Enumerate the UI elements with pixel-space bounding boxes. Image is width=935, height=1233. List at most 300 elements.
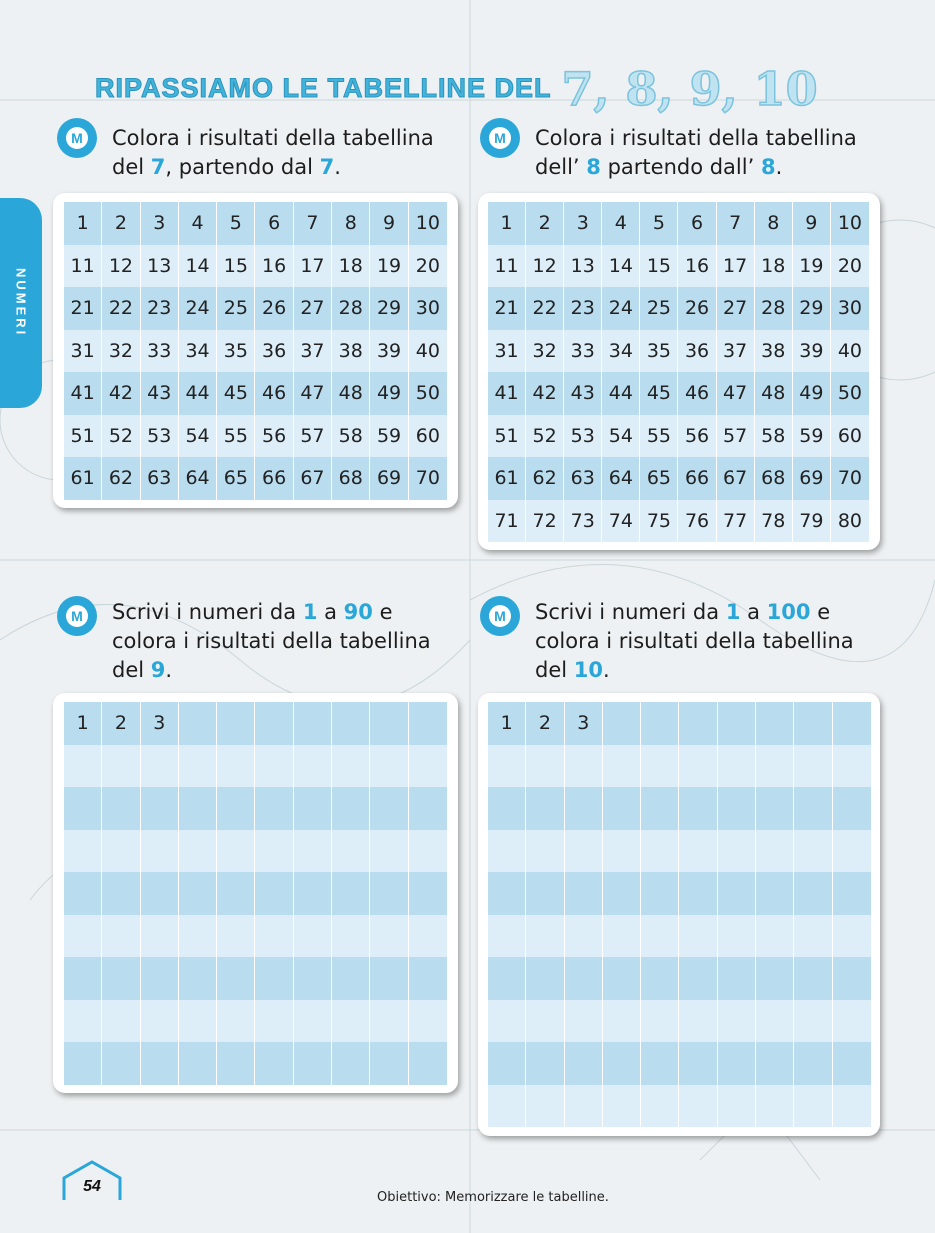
grid-cell[interactable]: 68 bbox=[332, 457, 370, 500]
grid-cell[interactable]: 39 bbox=[793, 330, 831, 373]
grid-cell[interactable] bbox=[294, 787, 332, 830]
grid-cell[interactable] bbox=[370, 787, 408, 830]
grid-cell[interactable]: 23 bbox=[141, 287, 179, 330]
grid-cell[interactable]: 37 bbox=[294, 330, 332, 373]
grid-cell[interactable]: 75 bbox=[640, 500, 678, 543]
grid-cell[interactable] bbox=[141, 915, 179, 958]
grid-cell[interactable] bbox=[718, 702, 756, 745]
grid-cell[interactable] bbox=[679, 787, 717, 830]
grid-cell[interactable] bbox=[794, 745, 832, 788]
grid-cell[interactable] bbox=[756, 702, 794, 745]
grid-cell[interactable] bbox=[141, 1042, 179, 1085]
grid-cell[interactable]: 12 bbox=[102, 245, 140, 288]
grid-cell[interactable]: 36 bbox=[255, 330, 293, 373]
grid-cell[interactable] bbox=[526, 830, 564, 873]
grid-cell[interactable]: 68 bbox=[755, 457, 793, 500]
grid-cell[interactable]: 39 bbox=[370, 330, 408, 373]
grid-cell[interactable]: 21 bbox=[64, 287, 102, 330]
grid-cell[interactable]: 10 bbox=[831, 202, 869, 245]
grid-cell[interactable] bbox=[641, 957, 679, 1000]
grid-cell[interactable] bbox=[102, 872, 140, 915]
grid-cell[interactable]: 24 bbox=[179, 287, 217, 330]
grid-cell[interactable]: 42 bbox=[526, 372, 564, 415]
grid-cell[interactable] bbox=[565, 787, 603, 830]
grid-cell[interactable]: 45 bbox=[640, 372, 678, 415]
grid-cell[interactable] bbox=[102, 787, 140, 830]
grid-cell[interactable] bbox=[179, 1000, 217, 1043]
grid-cell[interactable]: 23 bbox=[564, 287, 602, 330]
grid-cell[interactable] bbox=[332, 1000, 370, 1043]
grid-cell[interactable] bbox=[255, 1042, 293, 1085]
grid-cell[interactable] bbox=[294, 1042, 332, 1085]
grid-cell[interactable]: 29 bbox=[793, 287, 831, 330]
grid-cell[interactable] bbox=[565, 915, 603, 958]
grid-cell[interactable] bbox=[217, 830, 255, 873]
grid-cell[interactable] bbox=[679, 872, 717, 915]
grid-cell[interactable]: 51 bbox=[64, 415, 102, 458]
grid-cell[interactable]: 67 bbox=[294, 457, 332, 500]
grid-cell[interactable]: 1 bbox=[488, 202, 526, 245]
grid-cell[interactable] bbox=[718, 872, 756, 915]
grid-cell[interactable]: 32 bbox=[102, 330, 140, 373]
grid-cell[interactable] bbox=[603, 957, 641, 1000]
grid-cell[interactable]: 1 bbox=[64, 702, 102, 745]
grid-cell[interactable] bbox=[794, 872, 832, 915]
grid-cell[interactable] bbox=[255, 1000, 293, 1043]
grid-cell[interactable] bbox=[141, 830, 179, 873]
grid-cell[interactable] bbox=[833, 915, 871, 958]
grid-cell[interactable]: 64 bbox=[602, 457, 640, 500]
grid-cell[interactable] bbox=[409, 915, 447, 958]
grid-cell[interactable]: 17 bbox=[294, 245, 332, 288]
grid-cell[interactable]: 2 bbox=[526, 702, 564, 745]
grid-cell[interactable] bbox=[294, 915, 332, 958]
grid-cell[interactable]: 18 bbox=[755, 245, 793, 288]
grid-cell[interactable] bbox=[370, 915, 408, 958]
grid-cell[interactable] bbox=[794, 1042, 832, 1085]
grid-cell[interactable] bbox=[409, 787, 447, 830]
grid-cell[interactable] bbox=[255, 702, 293, 745]
grid-cell[interactable]: 66 bbox=[678, 457, 716, 500]
grid-cell[interactable]: 19 bbox=[793, 245, 831, 288]
grid-cell[interactable]: 3 bbox=[565, 702, 603, 745]
grid-cell[interactable]: 28 bbox=[755, 287, 793, 330]
grid-cell[interactable]: 17 bbox=[717, 245, 755, 288]
grid-cell[interactable]: 73 bbox=[564, 500, 602, 543]
grid-cell[interactable]: 9 bbox=[793, 202, 831, 245]
grid-cell[interactable]: 10 bbox=[409, 202, 447, 245]
grid-cell[interactable]: 71 bbox=[488, 500, 526, 543]
grid-cell[interactable] bbox=[409, 830, 447, 873]
grid-cell[interactable] bbox=[255, 830, 293, 873]
grid-cell[interactable] bbox=[565, 745, 603, 788]
grid-cell[interactable] bbox=[718, 1085, 756, 1128]
grid-cell[interactable] bbox=[370, 872, 408, 915]
grid-cell[interactable] bbox=[833, 787, 871, 830]
grid-cell[interactable] bbox=[526, 1085, 564, 1128]
grid-cell[interactable] bbox=[794, 830, 832, 873]
grid-cell[interactable]: 54 bbox=[179, 415, 217, 458]
grid-cell[interactable] bbox=[294, 702, 332, 745]
grid-cell[interactable] bbox=[141, 872, 179, 915]
grid-cell[interactable] bbox=[141, 787, 179, 830]
grid-cell[interactable] bbox=[794, 1085, 832, 1128]
grid-cell[interactable]: 77 bbox=[717, 500, 755, 543]
grid-cell[interactable] bbox=[141, 745, 179, 788]
grid-cell[interactable] bbox=[526, 915, 564, 958]
grid-cell[interactable]: 3 bbox=[141, 202, 179, 245]
grid-cell[interactable]: 47 bbox=[717, 372, 755, 415]
grid-cell[interactable] bbox=[641, 702, 679, 745]
grid-cell[interactable] bbox=[332, 830, 370, 873]
grid-cell[interactable] bbox=[565, 872, 603, 915]
grid-cell[interactable] bbox=[565, 1085, 603, 1128]
grid-cell[interactable] bbox=[294, 872, 332, 915]
grid-cell[interactable]: 1 bbox=[488, 702, 526, 745]
grid-cell[interactable]: 16 bbox=[255, 245, 293, 288]
grid-cell[interactable]: 67 bbox=[717, 457, 755, 500]
grid-cell[interactable] bbox=[409, 957, 447, 1000]
grid-cell[interactable]: 49 bbox=[370, 372, 408, 415]
grid-cell[interactable]: 14 bbox=[602, 245, 640, 288]
grid-cell[interactable] bbox=[526, 872, 564, 915]
grid-cell[interactable] bbox=[102, 1042, 140, 1085]
grid-cell[interactable] bbox=[179, 872, 217, 915]
grid-cell[interactable]: 38 bbox=[332, 330, 370, 373]
grid-cell[interactable] bbox=[641, 830, 679, 873]
grid-cell[interactable] bbox=[64, 1000, 102, 1043]
grid-cell[interactable] bbox=[255, 957, 293, 1000]
grid-cell[interactable] bbox=[718, 745, 756, 788]
grid-cell[interactable] bbox=[217, 1000, 255, 1043]
grid-cell[interactable]: 63 bbox=[141, 457, 179, 500]
grid-cell[interactable]: 46 bbox=[678, 372, 716, 415]
grid-cell[interactable]: 33 bbox=[564, 330, 602, 373]
grid-cell[interactable]: 25 bbox=[217, 287, 255, 330]
grid-cell[interactable] bbox=[255, 787, 293, 830]
grid-cell[interactable] bbox=[488, 1042, 526, 1085]
grid-cell[interactable] bbox=[488, 1000, 526, 1043]
grid-cell[interactable]: 54 bbox=[602, 415, 640, 458]
grid-cell[interactable]: 40 bbox=[409, 330, 447, 373]
grid-cell[interactable] bbox=[833, 1042, 871, 1085]
grid-cell[interactable]: 13 bbox=[564, 245, 602, 288]
grid-cell[interactable] bbox=[294, 1000, 332, 1043]
grid-cell[interactable]: 55 bbox=[217, 415, 255, 458]
grid-cell[interactable] bbox=[794, 915, 832, 958]
grid-cell[interactable]: 40 bbox=[831, 330, 869, 373]
grid-cell[interactable] bbox=[332, 702, 370, 745]
grid-cell[interactable]: 65 bbox=[217, 457, 255, 500]
grid-cell[interactable] bbox=[217, 872, 255, 915]
grid-cell[interactable] bbox=[641, 1042, 679, 1085]
grid-cell[interactable] bbox=[679, 957, 717, 1000]
grid-cell[interactable] bbox=[794, 787, 832, 830]
grid-cell[interactable] bbox=[603, 1000, 641, 1043]
grid-cell[interactable] bbox=[641, 1000, 679, 1043]
grid-cell[interactable]: 52 bbox=[526, 415, 564, 458]
grid-cell[interactable]: 80 bbox=[831, 500, 869, 543]
grid-cell[interactable]: 66 bbox=[255, 457, 293, 500]
grid-cell[interactable]: 26 bbox=[255, 287, 293, 330]
grid-cell[interactable]: 11 bbox=[488, 245, 526, 288]
grid-cell[interactable] bbox=[179, 915, 217, 958]
grid-cell[interactable] bbox=[718, 787, 756, 830]
grid-cell[interactable]: 59 bbox=[370, 415, 408, 458]
grid-cell[interactable] bbox=[488, 957, 526, 1000]
grid-cell[interactable]: 21 bbox=[488, 287, 526, 330]
grid-cell[interactable] bbox=[370, 830, 408, 873]
grid-cell[interactable]: 72 bbox=[526, 500, 564, 543]
grid-cell[interactable] bbox=[641, 915, 679, 958]
grid-cell[interactable] bbox=[370, 957, 408, 1000]
grid-cell[interactable] bbox=[526, 957, 564, 1000]
grid-cell[interactable]: 69 bbox=[793, 457, 831, 500]
grid-cell[interactable] bbox=[756, 915, 794, 958]
grid-cell[interactable] bbox=[64, 1042, 102, 1085]
grid-cell[interactable] bbox=[603, 872, 641, 915]
grid-cell[interactable]: 22 bbox=[102, 287, 140, 330]
grid-cell[interactable]: 4 bbox=[602, 202, 640, 245]
grid-cell[interactable] bbox=[526, 745, 564, 788]
grid-cell[interactable] bbox=[565, 957, 603, 1000]
grid-cell[interactable]: 62 bbox=[102, 457, 140, 500]
grid-cell[interactable]: 43 bbox=[564, 372, 602, 415]
grid-cell[interactable] bbox=[294, 745, 332, 788]
grid-cell[interactable]: 13 bbox=[141, 245, 179, 288]
grid-cell[interactable]: 44 bbox=[602, 372, 640, 415]
grid-cell[interactable]: 7 bbox=[717, 202, 755, 245]
grid-cell[interactable] bbox=[102, 1000, 140, 1043]
grid-cell[interactable]: 48 bbox=[332, 372, 370, 415]
grid-cell[interactable] bbox=[641, 787, 679, 830]
grid-cell[interactable]: 69 bbox=[370, 457, 408, 500]
grid-cell[interactable] bbox=[179, 745, 217, 788]
grid-cell[interactable] bbox=[679, 1085, 717, 1128]
grid-cell[interactable]: 55 bbox=[640, 415, 678, 458]
grid-cell[interactable]: 62 bbox=[526, 457, 564, 500]
grid-cell[interactable]: 26 bbox=[678, 287, 716, 330]
grid-cell[interactable]: 2 bbox=[102, 202, 140, 245]
grid-cell[interactable] bbox=[488, 787, 526, 830]
grid-cell[interactable]: 51 bbox=[488, 415, 526, 458]
grid-cell[interactable]: 64 bbox=[179, 457, 217, 500]
grid-cell[interactable] bbox=[217, 915, 255, 958]
grid-cell[interactable] bbox=[526, 1000, 564, 1043]
grid-cell[interactable]: 78 bbox=[755, 500, 793, 543]
grid-cell[interactable] bbox=[179, 787, 217, 830]
grid-cell[interactable]: 58 bbox=[332, 415, 370, 458]
grid-cell[interactable]: 50 bbox=[409, 372, 447, 415]
grid-cell[interactable] bbox=[679, 1042, 717, 1085]
grid-cell[interactable] bbox=[794, 702, 832, 745]
grid-cell[interactable]: 31 bbox=[488, 330, 526, 373]
grid-cell[interactable]: 5 bbox=[640, 202, 678, 245]
grid-cell[interactable]: 30 bbox=[831, 287, 869, 330]
grid-cell[interactable]: 2 bbox=[102, 702, 140, 745]
grid-cell[interactable]: 31 bbox=[64, 330, 102, 373]
grid-cell[interactable]: 15 bbox=[217, 245, 255, 288]
grid-cell[interactable]: 20 bbox=[409, 245, 447, 288]
grid-cell[interactable]: 28 bbox=[332, 287, 370, 330]
grid-cell[interactable]: 76 bbox=[678, 500, 716, 543]
grid-cell[interactable]: 38 bbox=[755, 330, 793, 373]
grid-cell[interactable]: 32 bbox=[526, 330, 564, 373]
grid-cell[interactable] bbox=[833, 1085, 871, 1128]
grid-cell[interactable]: 70 bbox=[831, 457, 869, 500]
grid-cell[interactable] bbox=[102, 830, 140, 873]
grid-cell[interactable]: 37 bbox=[717, 330, 755, 373]
grid-cell[interactable]: 57 bbox=[294, 415, 332, 458]
grid-cell[interactable] bbox=[332, 957, 370, 1000]
grid-cell[interactable] bbox=[255, 745, 293, 788]
grid-cell[interactable]: 8 bbox=[755, 202, 793, 245]
grid-cell[interactable]: 33 bbox=[141, 330, 179, 373]
grid-cell[interactable] bbox=[332, 787, 370, 830]
grid-cell[interactable] bbox=[679, 830, 717, 873]
grid-cell[interactable]: 63 bbox=[564, 457, 602, 500]
grid-cell[interactable] bbox=[641, 872, 679, 915]
grid-cell[interactable] bbox=[756, 1085, 794, 1128]
grid-cell[interactable]: 47 bbox=[294, 372, 332, 415]
grid-cell[interactable] bbox=[833, 957, 871, 1000]
grid-cell[interactable]: 52 bbox=[102, 415, 140, 458]
grid-cell[interactable] bbox=[217, 1042, 255, 1085]
grid-cell[interactable]: 34 bbox=[179, 330, 217, 373]
grid-cell[interactable] bbox=[833, 872, 871, 915]
grid-cell[interactable] bbox=[565, 1042, 603, 1085]
grid-cell[interactable] bbox=[679, 1000, 717, 1043]
grid-cell[interactable] bbox=[370, 702, 408, 745]
grid-cell[interactable]: 3 bbox=[564, 202, 602, 245]
grid-cell[interactable] bbox=[217, 787, 255, 830]
grid-cell[interactable] bbox=[641, 745, 679, 788]
grid-cell[interactable]: 41 bbox=[64, 372, 102, 415]
grid-cell[interactable]: 14 bbox=[179, 245, 217, 288]
grid-cell[interactable] bbox=[603, 915, 641, 958]
grid-cell[interactable] bbox=[603, 745, 641, 788]
grid-cell[interactable]: 4 bbox=[179, 202, 217, 245]
grid-cell[interactable]: 50 bbox=[831, 372, 869, 415]
grid-cell[interactable]: 59 bbox=[793, 415, 831, 458]
grid-cell[interactable]: 49 bbox=[793, 372, 831, 415]
grid-cell[interactable]: 29 bbox=[370, 287, 408, 330]
grid-cell[interactable] bbox=[488, 745, 526, 788]
grid-cell[interactable] bbox=[217, 957, 255, 1000]
grid-cell[interactable]: 46 bbox=[255, 372, 293, 415]
grid-cell[interactable] bbox=[332, 872, 370, 915]
grid-cell[interactable] bbox=[294, 957, 332, 1000]
grid-cell[interactable]: 6 bbox=[678, 202, 716, 245]
grid-cell[interactable]: 36 bbox=[678, 330, 716, 373]
grid-cell[interactable]: 19 bbox=[370, 245, 408, 288]
grid-cell[interactable] bbox=[603, 787, 641, 830]
grid-cell[interactable]: 25 bbox=[640, 287, 678, 330]
grid-cell[interactable] bbox=[409, 1000, 447, 1043]
grid-cell[interactable] bbox=[603, 1085, 641, 1128]
grid-cell[interactable]: 12 bbox=[526, 245, 564, 288]
grid-cell[interactable] bbox=[756, 830, 794, 873]
grid-cell[interactable]: 58 bbox=[755, 415, 793, 458]
grid-cell[interactable] bbox=[179, 1042, 217, 1085]
grid-cell[interactable] bbox=[833, 702, 871, 745]
grid-cell[interactable] bbox=[526, 787, 564, 830]
grid-cell[interactable] bbox=[833, 1000, 871, 1043]
grid-cell[interactable]: 43 bbox=[141, 372, 179, 415]
grid-cell[interactable] bbox=[488, 830, 526, 873]
grid-cell[interactable] bbox=[833, 745, 871, 788]
grid-cell[interactable] bbox=[488, 872, 526, 915]
grid-cell[interactable]: 16 bbox=[678, 245, 716, 288]
grid-cell[interactable] bbox=[679, 915, 717, 958]
grid-cell[interactable] bbox=[179, 957, 217, 1000]
grid-cell[interactable] bbox=[141, 957, 179, 1000]
grid-cell[interactable]: 30 bbox=[409, 287, 447, 330]
grid-cell[interactable] bbox=[603, 702, 641, 745]
grid-cell[interactable] bbox=[756, 1000, 794, 1043]
grid-cell[interactable] bbox=[332, 915, 370, 958]
grid-cell[interactable] bbox=[565, 830, 603, 873]
grid-cell[interactable]: 42 bbox=[102, 372, 140, 415]
grid-cell[interactable] bbox=[255, 872, 293, 915]
grid-cell[interactable]: 53 bbox=[141, 415, 179, 458]
grid-cell[interactable] bbox=[102, 957, 140, 1000]
grid-cell[interactable]: 56 bbox=[678, 415, 716, 458]
grid-cell[interactable] bbox=[488, 915, 526, 958]
grid-cell[interactable] bbox=[64, 872, 102, 915]
grid-cell[interactable] bbox=[255, 915, 293, 958]
grid-cell[interactable]: 7 bbox=[294, 202, 332, 245]
grid-cell[interactable] bbox=[332, 1042, 370, 1085]
grid-cell[interactable]: 48 bbox=[755, 372, 793, 415]
grid-cell[interactable]: 53 bbox=[564, 415, 602, 458]
grid-cell[interactable]: 18 bbox=[332, 245, 370, 288]
grid-cell[interactable] bbox=[370, 745, 408, 788]
grid-cell[interactable] bbox=[794, 1000, 832, 1043]
grid-cell[interactable]: 74 bbox=[602, 500, 640, 543]
grid-cell[interactable] bbox=[370, 1042, 408, 1085]
grid-cell[interactable]: 3 bbox=[141, 702, 179, 745]
grid-cell[interactable]: 27 bbox=[717, 287, 755, 330]
grid-cell[interactable]: 57 bbox=[717, 415, 755, 458]
grid-cell[interactable] bbox=[64, 787, 102, 830]
grid-cell[interactable] bbox=[64, 957, 102, 1000]
grid-cell[interactable] bbox=[756, 1042, 794, 1085]
grid-cell[interactable]: 35 bbox=[640, 330, 678, 373]
grid-cell[interactable]: 45 bbox=[217, 372, 255, 415]
grid-cell[interactable]: 61 bbox=[488, 457, 526, 500]
grid-cell[interactable]: 60 bbox=[831, 415, 869, 458]
grid-cell[interactable]: 44 bbox=[179, 372, 217, 415]
grid-cell[interactable] bbox=[679, 702, 717, 745]
grid-cell[interactable] bbox=[217, 702, 255, 745]
grid-cell[interactable] bbox=[794, 957, 832, 1000]
grid-cell[interactable]: 15 bbox=[640, 245, 678, 288]
grid-cell[interactable] bbox=[370, 1000, 408, 1043]
grid-cell[interactable]: 27 bbox=[294, 287, 332, 330]
grid-cell[interactable]: 56 bbox=[255, 415, 293, 458]
grid-cell[interactable] bbox=[526, 1042, 564, 1085]
grid-cell[interactable]: 79 bbox=[793, 500, 831, 543]
grid-cell[interactable] bbox=[756, 957, 794, 1000]
grid-cell[interactable] bbox=[488, 1085, 526, 1128]
grid-cell[interactable]: 6 bbox=[255, 202, 293, 245]
grid-cell[interactable] bbox=[409, 872, 447, 915]
grid-cell[interactable] bbox=[179, 702, 217, 745]
grid-cell[interactable] bbox=[64, 830, 102, 873]
grid-cell[interactable] bbox=[294, 830, 332, 873]
grid-cell[interactable]: 34 bbox=[602, 330, 640, 373]
